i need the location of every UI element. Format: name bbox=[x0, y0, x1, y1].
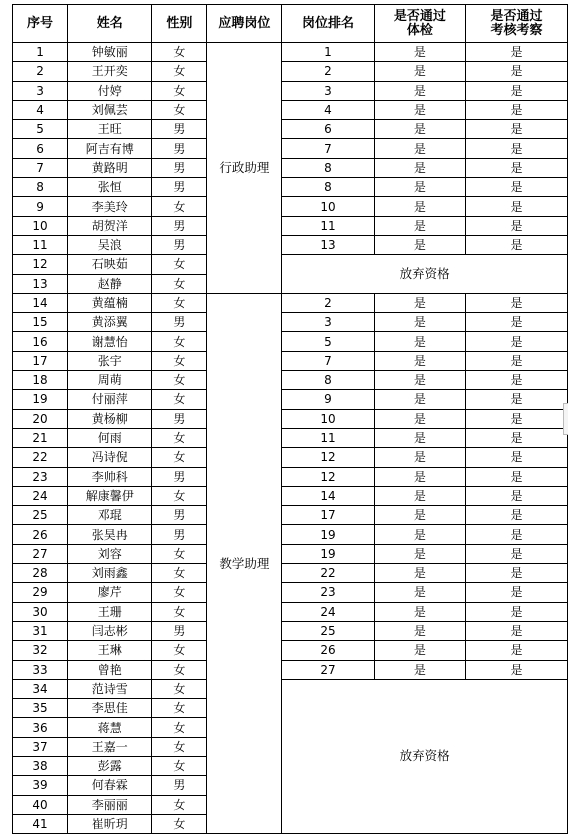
cell-assessment: 是 bbox=[466, 293, 568, 312]
cell-medical-exam: 是 bbox=[374, 544, 465, 563]
cell-assessment: 是 bbox=[466, 660, 568, 679]
cell-rank: 13 bbox=[282, 235, 374, 254]
cell-medical-exam: 是 bbox=[374, 351, 465, 370]
cell-gender: 男 bbox=[152, 525, 207, 544]
cell-index: 35 bbox=[13, 699, 68, 718]
cell-medical-exam: 是 bbox=[374, 120, 465, 139]
cell-index: 28 bbox=[13, 564, 68, 583]
cell-rank: 19 bbox=[282, 525, 374, 544]
table-row bbox=[13, 448, 568, 467]
cell-index: 20 bbox=[13, 409, 68, 428]
cell-gender: 女 bbox=[152, 62, 207, 81]
cell-index: 23 bbox=[13, 467, 68, 486]
header-gender: 性别 bbox=[152, 5, 207, 43]
cell-gender: 女 bbox=[152, 795, 207, 814]
cell-rank: 17 bbox=[282, 506, 374, 525]
cell-gender: 男 bbox=[152, 216, 207, 235]
cell-index: 34 bbox=[13, 679, 68, 698]
header-row bbox=[13, 5, 568, 43]
table-row bbox=[13, 428, 568, 447]
cell-medical-exam: 是 bbox=[374, 139, 465, 158]
cell-assessment: 是 bbox=[466, 641, 568, 660]
cell-medical-exam: 是 bbox=[374, 100, 465, 119]
cell-name: 阿吉有博 bbox=[68, 139, 152, 158]
cell-medical-exam: 是 bbox=[374, 621, 465, 640]
cell-index: 25 bbox=[13, 506, 68, 525]
table-row bbox=[13, 139, 568, 158]
cell-index: 16 bbox=[13, 332, 68, 351]
cell-name: 李丽丽 bbox=[68, 795, 152, 814]
table-row bbox=[13, 120, 568, 139]
cell-index: 1 bbox=[13, 43, 68, 62]
cell-gender: 男 bbox=[152, 409, 207, 428]
cell-assessment: 是 bbox=[466, 332, 568, 351]
cell-gender: 女 bbox=[152, 255, 207, 274]
cell-index: 9 bbox=[13, 197, 68, 216]
cell-name: 王琳 bbox=[68, 641, 152, 660]
cell-rank: 10 bbox=[282, 409, 374, 428]
cell-medical-exam: 是 bbox=[374, 332, 465, 351]
cell-assessment: 是 bbox=[466, 390, 568, 409]
cell-index: 2 bbox=[13, 62, 68, 81]
table-row bbox=[13, 390, 568, 409]
cell-gender: 男 bbox=[152, 139, 207, 158]
table-row bbox=[13, 178, 568, 197]
cell-name: 刘佩芸 bbox=[68, 100, 152, 119]
cell-assessment: 是 bbox=[466, 486, 568, 505]
cell-gender: 女 bbox=[152, 197, 207, 216]
cell-name: 闫志彬 bbox=[68, 621, 152, 640]
cell-rank: 10 bbox=[282, 197, 374, 216]
cell-name: 周萌 bbox=[68, 371, 152, 390]
cell-index: 5 bbox=[13, 120, 68, 139]
cell-name: 张恒 bbox=[68, 178, 152, 197]
cell-abandoned: 放弃资格 bbox=[282, 679, 568, 833]
cell-index: 4 bbox=[13, 100, 68, 119]
cell-gender: 女 bbox=[152, 564, 207, 583]
cell-gender: 男 bbox=[152, 621, 207, 640]
cell-name: 张宇 bbox=[68, 351, 152, 370]
cell-assessment: 是 bbox=[466, 371, 568, 390]
table-row bbox=[13, 255, 568, 274]
scroll-handle[interactable] bbox=[563, 403, 568, 435]
cell-rank: 2 bbox=[282, 293, 374, 312]
cell-rank: 27 bbox=[282, 660, 374, 679]
cell-medical-exam: 是 bbox=[374, 641, 465, 660]
cell-name: 石映茹 bbox=[68, 255, 152, 274]
cell-index: 29 bbox=[13, 583, 68, 602]
cell-gender: 女 bbox=[152, 544, 207, 563]
header-assessment: 是否通过 考核考察 bbox=[466, 5, 568, 43]
cell-position: 行政助理 bbox=[207, 43, 282, 294]
cell-gender: 女 bbox=[152, 641, 207, 660]
cell-assessment: 是 bbox=[466, 621, 568, 640]
cell-index: 6 bbox=[13, 139, 68, 158]
cell-name: 王开奕 bbox=[68, 62, 152, 81]
cell-name: 赵静 bbox=[68, 274, 152, 293]
cell-medical-exam: 是 bbox=[374, 293, 465, 312]
cell-gender: 女 bbox=[152, 100, 207, 119]
cell-medical-exam: 是 bbox=[374, 235, 465, 254]
cell-rank: 12 bbox=[282, 467, 374, 486]
results-table-container bbox=[12, 4, 568, 834]
cell-index: 22 bbox=[13, 448, 68, 467]
cell-medical-exam: 是 bbox=[374, 313, 465, 332]
cell-rank: 1 bbox=[282, 43, 374, 62]
cell-gender: 女 bbox=[152, 718, 207, 737]
cell-assessment: 是 bbox=[466, 564, 568, 583]
table-row bbox=[13, 158, 568, 177]
cell-gender: 女 bbox=[152, 371, 207, 390]
cell-gender: 女 bbox=[152, 428, 207, 447]
cell-name: 何雨 bbox=[68, 428, 152, 447]
cell-name: 范诗雪 bbox=[68, 679, 152, 698]
cell-assessment: 是 bbox=[466, 197, 568, 216]
table-row bbox=[13, 293, 568, 312]
cell-rank: 6 bbox=[282, 120, 374, 139]
cell-medical-exam: 是 bbox=[374, 467, 465, 486]
cell-name: 邓琨 bbox=[68, 506, 152, 525]
table-row bbox=[13, 371, 568, 390]
cell-gender: 男 bbox=[152, 467, 207, 486]
cell-gender: 女 bbox=[152, 448, 207, 467]
header-position: 应聘岗位 bbox=[207, 5, 282, 43]
cell-index: 31 bbox=[13, 621, 68, 640]
cell-medical-exam: 是 bbox=[374, 43, 465, 62]
cell-name: 王旺 bbox=[68, 120, 152, 139]
cell-assessment: 是 bbox=[466, 158, 568, 177]
cell-name: 王嘉一 bbox=[68, 737, 152, 756]
cell-name: 吴浪 bbox=[68, 235, 152, 254]
cell-name: 黄添翼 bbox=[68, 313, 152, 332]
cell-gender: 女 bbox=[152, 660, 207, 679]
cell-gender: 女 bbox=[152, 81, 207, 100]
cell-name: 王珊 bbox=[68, 602, 152, 621]
cell-abandoned: 放弃资格 bbox=[282, 255, 568, 294]
cell-gender: 男 bbox=[152, 506, 207, 525]
cell-gender: 女 bbox=[152, 293, 207, 312]
table-row bbox=[13, 641, 568, 660]
cell-medical-exam: 是 bbox=[374, 660, 465, 679]
cell-assessment: 是 bbox=[466, 506, 568, 525]
cell-medical-exam: 是 bbox=[374, 158, 465, 177]
table-row bbox=[13, 313, 568, 332]
cell-rank: 4 bbox=[282, 100, 374, 119]
table-row bbox=[13, 332, 568, 351]
cell-medical-exam: 是 bbox=[374, 178, 465, 197]
cell-assessment: 是 bbox=[466, 448, 568, 467]
cell-rank: 7 bbox=[282, 139, 374, 158]
cell-rank: 8 bbox=[282, 158, 374, 177]
cell-name: 黄杨柳 bbox=[68, 409, 152, 428]
cell-name: 冯诗倪 bbox=[68, 448, 152, 467]
cell-name: 谢慧怡 bbox=[68, 332, 152, 351]
cell-gender: 男 bbox=[152, 120, 207, 139]
cell-gender: 女 bbox=[152, 390, 207, 409]
table-row bbox=[13, 486, 568, 505]
cell-rank: 8 bbox=[282, 178, 374, 197]
cell-gender: 男 bbox=[152, 178, 207, 197]
cell-index: 21 bbox=[13, 428, 68, 447]
cell-index: 26 bbox=[13, 525, 68, 544]
cell-index: 8 bbox=[13, 178, 68, 197]
cell-medical-exam: 是 bbox=[374, 409, 465, 428]
cell-index: 18 bbox=[13, 371, 68, 390]
cell-medical-exam: 是 bbox=[374, 448, 465, 467]
cell-rank: 11 bbox=[282, 216, 374, 235]
cell-gender: 女 bbox=[152, 583, 207, 602]
cell-rank: 23 bbox=[282, 583, 374, 602]
table-row bbox=[13, 602, 568, 621]
cell-assessment: 是 bbox=[466, 178, 568, 197]
cell-name: 李帅科 bbox=[68, 467, 152, 486]
cell-assessment: 是 bbox=[466, 120, 568, 139]
cell-assessment: 是 bbox=[466, 81, 568, 100]
cell-gender: 男 bbox=[152, 158, 207, 177]
cell-medical-exam: 是 bbox=[374, 371, 465, 390]
cell-rank: 25 bbox=[282, 621, 374, 640]
cell-name: 崔昕玥 bbox=[68, 814, 152, 833]
cell-name: 解康馨伊 bbox=[68, 486, 152, 505]
cell-gender: 男 bbox=[152, 776, 207, 795]
cell-assessment: 是 bbox=[466, 409, 568, 428]
cell-assessment: 是 bbox=[466, 139, 568, 158]
cell-gender: 女 bbox=[152, 332, 207, 351]
cell-index: 14 bbox=[13, 293, 68, 312]
cell-assessment: 是 bbox=[466, 216, 568, 235]
cell-index: 37 bbox=[13, 737, 68, 756]
cell-name: 胡贺洋 bbox=[68, 216, 152, 235]
table-row bbox=[13, 62, 568, 81]
cell-name: 曾艳 bbox=[68, 660, 152, 679]
cell-index: 7 bbox=[13, 158, 68, 177]
cell-medical-exam: 是 bbox=[374, 81, 465, 100]
cell-medical-exam: 是 bbox=[374, 564, 465, 583]
table-row bbox=[13, 216, 568, 235]
cell-assessment: 是 bbox=[466, 313, 568, 332]
cell-index: 41 bbox=[13, 814, 68, 833]
cell-gender: 女 bbox=[152, 274, 207, 293]
table-row bbox=[13, 81, 568, 100]
table-row bbox=[13, 43, 568, 62]
cell-rank: 9 bbox=[282, 390, 374, 409]
cell-name: 李思佳 bbox=[68, 699, 152, 718]
cell-name: 张昊冉 bbox=[68, 525, 152, 544]
cell-index: 12 bbox=[13, 255, 68, 274]
cell-medical-exam: 是 bbox=[374, 525, 465, 544]
table-row bbox=[13, 525, 568, 544]
cell-index: 33 bbox=[13, 660, 68, 679]
cell-gender: 女 bbox=[152, 602, 207, 621]
cell-rank: 7 bbox=[282, 351, 374, 370]
cell-name: 彭露 bbox=[68, 756, 152, 775]
cell-gender: 女 bbox=[152, 486, 207, 505]
header-medical-exam: 是否通过 体检 bbox=[374, 5, 465, 43]
cell-assessment: 是 bbox=[466, 583, 568, 602]
cell-medical-exam: 是 bbox=[374, 390, 465, 409]
cell-gender: 男 bbox=[152, 235, 207, 254]
cell-name: 黄蕴楠 bbox=[68, 293, 152, 312]
cell-rank: 12 bbox=[282, 448, 374, 467]
cell-medical-exam: 是 bbox=[374, 583, 465, 602]
table-row bbox=[13, 660, 568, 679]
cell-rank: 8 bbox=[282, 371, 374, 390]
cell-rank: 22 bbox=[282, 564, 374, 583]
cell-index: 19 bbox=[13, 390, 68, 409]
cell-assessment: 是 bbox=[466, 100, 568, 119]
cell-rank: 24 bbox=[282, 602, 374, 621]
header-name: 姓名 bbox=[68, 5, 152, 43]
table-row bbox=[13, 351, 568, 370]
cell-position: 教学助理 bbox=[207, 293, 282, 833]
cell-name: 付婷 bbox=[68, 81, 152, 100]
table-row bbox=[13, 467, 568, 486]
table-row bbox=[13, 544, 568, 563]
cell-gender: 女 bbox=[152, 737, 207, 756]
header-rank: 岗位排名 bbox=[282, 5, 374, 43]
cell-medical-exam: 是 bbox=[374, 62, 465, 81]
cell-index: 24 bbox=[13, 486, 68, 505]
cell-index: 17 bbox=[13, 351, 68, 370]
cell-medical-exam: 是 bbox=[374, 197, 465, 216]
cell-medical-exam: 是 bbox=[374, 216, 465, 235]
cell-assessment: 是 bbox=[466, 62, 568, 81]
cell-index: 38 bbox=[13, 756, 68, 775]
cell-gender: 女 bbox=[152, 699, 207, 718]
table-row bbox=[13, 409, 568, 428]
cell-gender: 女 bbox=[152, 43, 207, 62]
table-row bbox=[13, 679, 568, 698]
table-row bbox=[13, 100, 568, 119]
cell-index: 40 bbox=[13, 795, 68, 814]
table-row bbox=[13, 564, 568, 583]
table-row bbox=[13, 506, 568, 525]
cell-rank: 3 bbox=[282, 313, 374, 332]
table-row bbox=[13, 235, 568, 254]
cell-gender: 女 bbox=[152, 814, 207, 833]
cell-medical-exam: 是 bbox=[374, 486, 465, 505]
table-row bbox=[13, 583, 568, 602]
cell-name: 付丽萍 bbox=[68, 390, 152, 409]
cell-medical-exam: 是 bbox=[374, 506, 465, 525]
cell-rank: 14 bbox=[282, 486, 374, 505]
cell-assessment: 是 bbox=[466, 351, 568, 370]
cell-rank: 26 bbox=[282, 641, 374, 660]
cell-name: 蒋慧 bbox=[68, 718, 152, 737]
header-index: 序号 bbox=[13, 5, 68, 43]
cell-rank: 5 bbox=[282, 332, 374, 351]
cell-index: 36 bbox=[13, 718, 68, 737]
cell-name: 钟敏丽 bbox=[68, 43, 152, 62]
cell-name: 黄路明 bbox=[68, 158, 152, 177]
cell-assessment: 是 bbox=[466, 525, 568, 544]
cell-index: 32 bbox=[13, 641, 68, 660]
cell-name: 何春霖 bbox=[68, 776, 152, 795]
results-table bbox=[12, 4, 568, 834]
cell-index: 39 bbox=[13, 776, 68, 795]
cell-index: 10 bbox=[13, 216, 68, 235]
cell-medical-exam: 是 bbox=[374, 428, 465, 447]
cell-medical-exam: 是 bbox=[374, 602, 465, 621]
cell-gender: 女 bbox=[152, 679, 207, 698]
cell-name: 刘容 bbox=[68, 544, 152, 563]
table-row bbox=[13, 197, 568, 216]
cell-name: 廖芹 bbox=[68, 583, 152, 602]
table-row bbox=[13, 621, 568, 640]
cell-name: 刘雨鑫 bbox=[68, 564, 152, 583]
cell-assessment: 是 bbox=[466, 428, 568, 447]
cell-gender: 女 bbox=[152, 351, 207, 370]
cell-index: 11 bbox=[13, 235, 68, 254]
cell-assessment: 是 bbox=[466, 544, 568, 563]
cell-assessment: 是 bbox=[466, 467, 568, 486]
cell-index: 3 bbox=[13, 81, 68, 100]
cell-rank: 3 bbox=[282, 81, 374, 100]
cell-rank: 19 bbox=[282, 544, 374, 563]
cell-assessment: 是 bbox=[466, 43, 568, 62]
cell-index: 15 bbox=[13, 313, 68, 332]
cell-rank: 2 bbox=[282, 62, 374, 81]
cell-gender: 女 bbox=[152, 756, 207, 775]
cell-rank: 11 bbox=[282, 428, 374, 447]
cell-index: 30 bbox=[13, 602, 68, 621]
cell-name: 李美玲 bbox=[68, 197, 152, 216]
cell-index: 27 bbox=[13, 544, 68, 563]
cell-assessment: 是 bbox=[466, 235, 568, 254]
cell-gender: 男 bbox=[152, 313, 207, 332]
cell-assessment: 是 bbox=[466, 602, 568, 621]
cell-index: 13 bbox=[13, 274, 68, 293]
